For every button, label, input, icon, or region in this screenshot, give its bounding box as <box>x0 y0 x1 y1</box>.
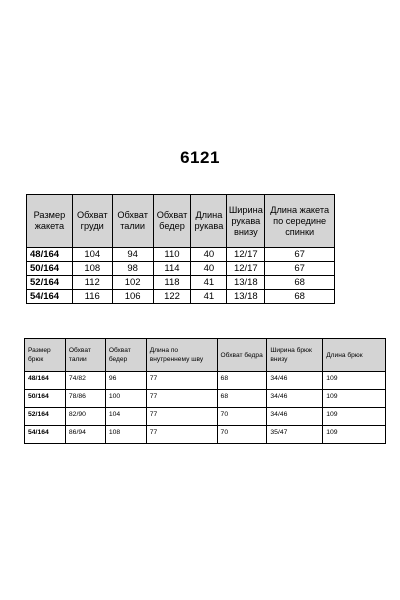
jacket-cell: 12/17 <box>227 262 265 276</box>
jacket-cell: 108 <box>72 262 112 276</box>
jacket-size-value: 50/164 <box>27 262 73 276</box>
jacket-cell: 13/18 <box>227 290 265 304</box>
trousers-cell: 74/82 <box>65 372 105 390</box>
trousers-size-value: 50/164 <box>25 390 66 408</box>
jacket-size-table <box>26 194 335 304</box>
trousers-cell: 86/94 <box>65 426 105 444</box>
jacket-header-back-length: Длина жакета по середине спинки <box>265 195 335 248</box>
trousers-cell: 109 <box>323 408 386 426</box>
jacket-cell: 94 <box>112 248 153 262</box>
trousers-cell: 34/46 <box>267 372 323 390</box>
table-row <box>25 426 386 444</box>
trousers-cell: 100 <box>105 390 146 408</box>
jacket-cell: 12/17 <box>227 248 265 262</box>
table-row <box>25 390 386 408</box>
trousers-cell: 34/46 <box>267 390 323 408</box>
table-row <box>27 290 335 304</box>
table-row <box>27 248 335 262</box>
trousers-size-table <box>24 338 386 444</box>
trousers-cell: 77 <box>146 426 217 444</box>
jacket-size-value: 48/164 <box>27 248 73 262</box>
jacket-header-size: Размер жакета <box>27 195 73 248</box>
jacket-header-chest: Обхват груди <box>72 195 112 248</box>
trousers-cell: 104 <box>105 408 146 426</box>
jacket-cell: 13/18 <box>227 276 265 290</box>
jacket-cell: 98 <box>112 262 153 276</box>
trousers-cell: 68 <box>217 372 267 390</box>
trousers-header-inseam: Длина по внутреннему шву <box>146 339 217 372</box>
trousers-cell: 82/90 <box>65 408 105 426</box>
trousers-header-length: Длина брюк <box>323 339 386 372</box>
trousers-size-value: 52/164 <box>25 408 66 426</box>
trousers-header-thigh: Обхват бедра <box>217 339 267 372</box>
jacket-cell: 118 <box>153 276 191 290</box>
jacket-cell: 40 <box>191 262 227 276</box>
table-row <box>27 262 335 276</box>
trousers-cell: 78/86 <box>65 390 105 408</box>
model-number: 6121 <box>180 148 220 167</box>
trousers-size-value: 48/164 <box>25 372 66 390</box>
trousers-cell: 34/46 <box>267 408 323 426</box>
table-row <box>25 372 386 390</box>
trousers-header-size: Размер брюк <box>25 339 66 372</box>
trousers-cell: 77 <box>146 408 217 426</box>
trousers-size-value: 54/164 <box>25 426 66 444</box>
jacket-header-sleeve-width: Ширина рукава внизу <box>227 195 265 248</box>
trousers-cell: 70 <box>217 426 267 444</box>
jacket-header-hips: Обхват бедер <box>153 195 191 248</box>
trousers-cell: 35/47 <box>267 426 323 444</box>
jacket-cell: 41 <box>191 290 227 304</box>
jacket-size-value: 52/164 <box>27 276 73 290</box>
jacket-cell: 104 <box>72 248 112 262</box>
jacket-header-sleeve-length: Длина рукава <box>191 195 227 248</box>
jacket-cell: 67 <box>265 248 335 262</box>
jacket-cell: 68 <box>265 276 335 290</box>
trousers-header-row <box>25 339 386 372</box>
jacket-cell: 102 <box>112 276 153 290</box>
trousers-header-hem-width: Ширина брюк внизу <box>267 339 323 372</box>
jacket-header-row <box>27 195 335 248</box>
jacket-cell: 67 <box>265 262 335 276</box>
trousers-cell: 109 <box>323 372 386 390</box>
jacket-cell: 122 <box>153 290 191 304</box>
jacket-cell: 112 <box>72 276 112 290</box>
trousers-header-waist: Обхват талии <box>65 339 105 372</box>
trousers-cell: 109 <box>323 390 386 408</box>
trousers-header-hips: Обхват бедер <box>105 339 146 372</box>
trousers-cell: 77 <box>146 372 217 390</box>
jacket-cell: 114 <box>153 262 191 276</box>
table-row <box>27 276 335 290</box>
trousers-cell: 68 <box>217 390 267 408</box>
jacket-cell: 68 <box>265 290 335 304</box>
trousers-cell: 96 <box>105 372 146 390</box>
jacket-size-value: 54/164 <box>27 290 73 304</box>
trousers-cell: 108 <box>105 426 146 444</box>
jacket-cell: 40 <box>191 248 227 262</box>
jacket-cell: 106 <box>112 290 153 304</box>
jacket-cell: 110 <box>153 248 191 262</box>
trousers-cell: 109 <box>323 426 386 444</box>
trousers-cell: 77 <box>146 390 217 408</box>
table-row <box>25 408 386 426</box>
jacket-cell: 116 <box>72 290 112 304</box>
jacket-header-waist: Обхват талии <box>112 195 153 248</box>
trousers-cell: 70 <box>217 408 267 426</box>
jacket-cell: 41 <box>191 276 227 290</box>
